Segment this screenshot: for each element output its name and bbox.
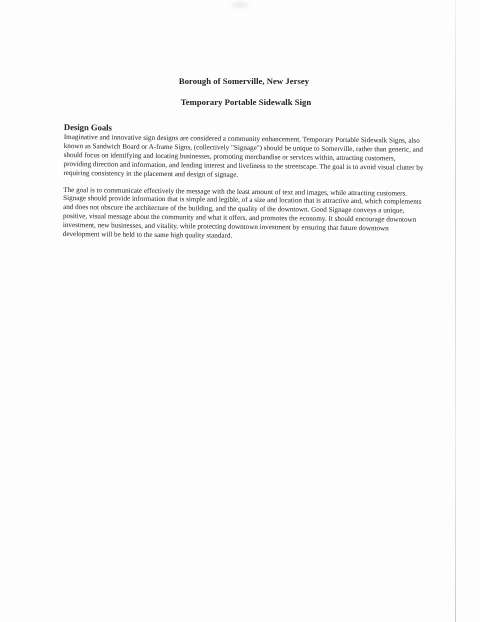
- scan-artifact: [228, 0, 252, 10]
- document-title: Temporary Portable Sidewalk Sign: [180, 97, 312, 107]
- document-body: [63, 122, 424, 243]
- paragraph-design-goals-2: The goal is to communicate effectively the message with the least amount of text and images, while attracting customers. Signage should provide information that is simple and legible, of a size and location that is attractive and, which complements and does not obscure the architecture of the building, and the quality of the downtown. Good Signage conveys a unique, positive, visual message about the community and what it offers, and promotes the economy. It should encourage downtown investment, new businesses, and vitality, while protecting downtown investment by ensuring that future downtown development will be held to the same high quality standard.: [62, 185, 422, 240]
- borough-title: Borough of Somerville, New Jersey: [178, 76, 310, 86]
- section-heading-design-goals: Design Goals: [63, 122, 112, 133]
- paragraph-design-goals-1: Imaginative and innovative sign designs are considered a community enhancement. Temporary Portable Sidewalk Signs, also known as Sandwich Board or A-frame Signs, (collectively "Signage") should be unique to Somerville, rather than generic, and should focus on identifying and locating businesses, promoting merchandise or services within, attracting customers, providing direction and information, and lending interest and liveliness to the streetscape. The goal is to avoid visual clutter by requiring consistency in the placement and design of signage.: [63, 132, 424, 179]
- scan-edge-line: [455, 0, 456, 622]
